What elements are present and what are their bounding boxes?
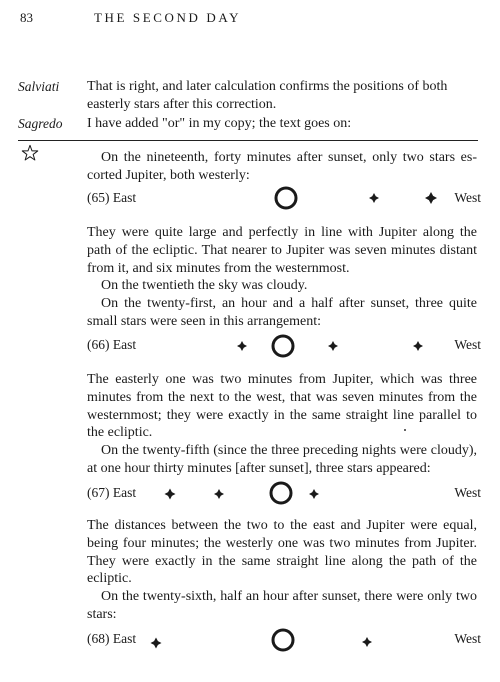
- running-header: [20, 10, 480, 28]
- paragraph-text: The easterly one was two minutes from Jupiter, which was three minutes from the next to the west, that was seven minutes from the westernmost; they were exactly in the same straight line parallel to the ecliptic.: [87, 372, 477, 441]
- figure-68-drawing: [87, 627, 485, 653]
- ink-speck: [404, 429, 406, 431]
- speaker-name: Salviati: [18, 79, 60, 94]
- speaker-name: Sagredo: [18, 116, 63, 131]
- figure-label: (68) East: [87, 631, 137, 646]
- jupiter-circle: [276, 188, 296, 208]
- paragraph-text: On the twenty-first, an hour and a half after sunset, three quite small stars were seen in this arrangement:: [87, 296, 477, 329]
- figure-west-label: West: [454, 190, 481, 205]
- star-mark: [237, 341, 247, 351]
- figure-label: (65) East: [87, 190, 137, 205]
- figure-67-drawing: [87, 481, 485, 507]
- section-divider: [18, 140, 478, 141]
- star-mark: [309, 489, 319, 499]
- jupiter-circle: [273, 336, 293, 356]
- figure-65-drawing: [87, 186, 485, 212]
- star-mark: [413, 341, 423, 351]
- star-mark: [362, 637, 372, 647]
- star-icon: [21, 144, 39, 162]
- figure-west-label: West: [454, 485, 481, 500]
- star-mark: [214, 489, 224, 499]
- paragraph-twenty-fifth: [87, 371, 477, 478]
- figure-68: [87, 627, 485, 653]
- paragraph-twenty-sixth: [87, 517, 477, 624]
- dialogue-sagredo: [18, 115, 488, 133]
- star-mark: [369, 193, 379, 203]
- figure-label: (66) East: [87, 337, 137, 352]
- figure-65: [87, 186, 485, 212]
- figure-west-label: West: [454, 631, 481, 646]
- paragraph-text: The distances between the two to the east and Jupiter were equal, being four minutes; the westerly one was two minutes from Jupiter. They were exactly in the same straight line along the path of the ecliptic.: [87, 518, 477, 587]
- figure-66-drawing: [87, 333, 485, 359]
- jupiter-circle: [271, 483, 291, 503]
- paragraph-text: On the twenty-fifth (since the three preceding nights were cloudy), at one hour thirty minutes [after sunset], three stars appeared:: [87, 443, 477, 476]
- figure-label: (67) East: [87, 485, 137, 500]
- page-number: 83: [20, 10, 33, 25]
- star-mark: [165, 489, 176, 500]
- paragraph-text: They were quite large and perfectly in line with Jupiter along the path of the ecliptic. That nearer to Jupiter was seven minutes distant from it, and six minutes from the westernmost.: [87, 225, 477, 276]
- figure-west-label: West: [454, 337, 481, 352]
- paragraph-text: On the twenty-sixth, half an hour after sunset, there were only two stars:: [87, 589, 477, 622]
- star-mark: [151, 638, 162, 649]
- speech-text: I have added "or" in my copy; the text goes on:: [87, 116, 352, 131]
- speech-text: That is right, and later calculation confirms the positions of both easterly stars after this correction.: [87, 79, 448, 112]
- jupiter-circle: [273, 630, 293, 650]
- star-mark: [328, 341, 338, 351]
- paragraph-twentieth: [87, 224, 477, 331]
- paragraph-nineteenth: [87, 149, 477, 185]
- figure-66: [87, 333, 485, 359]
- figure-67: [87, 481, 485, 507]
- paragraph-text: On the twentieth the sky was cloudy.: [101, 278, 308, 294]
- running-title: THE SECOND DAY: [94, 10, 242, 25]
- dialogue-salviati: [18, 78, 488, 114]
- paragraph-text: On the nineteenth, forty minutes after sunset, only two stars es-corted Jupiter, both westerly:: [87, 150, 477, 183]
- star-mark: [425, 192, 437, 204]
